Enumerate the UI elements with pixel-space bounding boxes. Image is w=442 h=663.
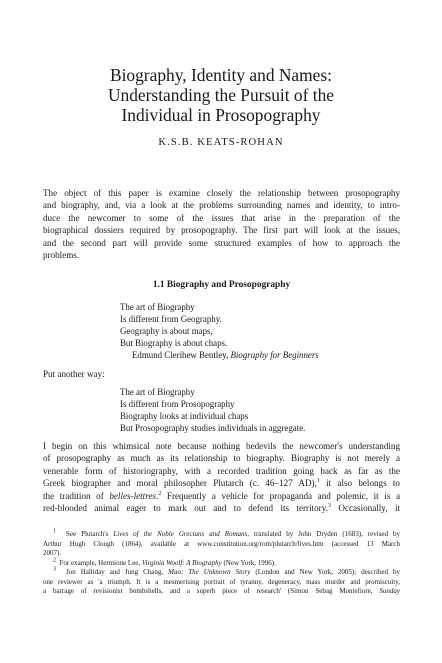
- verse-line: But Prosopography studies individuals in aggregate.: [120, 422, 306, 433]
- footnote-marker[interactable]: 1: [316, 478, 320, 485]
- verse-line: Is different from Geography.: [120, 313, 222, 324]
- transition-text: Put another way:: [43, 369, 105, 379]
- footnote-line: Arthur Hugh Clough (1864), available at www.constitution.org/rom/plutarch/lives.htm (accessed 13 March: [43, 539, 400, 548]
- text-line: The object of this paper is examine closely the relationship between prosopography: [43, 188, 400, 198]
- verse-line: Biography looks at individual chaps: [120, 410, 249, 421]
- chapter-title-line: Understanding the Pursuit of the: [107, 85, 335, 105]
- footnote-number: 1: [53, 528, 56, 535]
- body-paragraph: [43, 440, 400, 514]
- text-line: venerable form of historiography, with a recorded tradition going back as far as the: [43, 465, 400, 476]
- footnote-number: 2: [53, 557, 56, 564]
- footnote-marker[interactable]: 2: [158, 490, 162, 497]
- text-line: duce the newcomer to some of the issues that arise in the preparation of the: [43, 212, 400, 223]
- verse-line: The art of Biography: [120, 302, 195, 312]
- footnote-1: $^1$ See Plutarch's Lives of the Noble Grecians and Romans, translated by John Dryden (1683), revised by: [53, 528, 401, 538]
- attribution-author: Edmund Clerihew Bentley,: [132, 350, 231, 360]
- text-line: biographical dossiers required by prosopography. The first part will look at the issues,: [43, 225, 400, 236]
- footnote-marker[interactable]: 3: [327, 503, 331, 509]
- footnote-line: one reviewer as 'a triumph. It is a mesmerising portrait of tyranny, degeneracy, mass murder and promiscuity,: [43, 577, 400, 586]
- section-heading: 1.1 Biography and Prosopography: [152, 280, 291, 290]
- verse-line: But Biography is about chaps.: [120, 337, 228, 348]
- text-line: Greek biographer and moral philosopher Plutarch (c. 46–127 AD),$^1$ it also belongs to: [43, 478, 400, 489]
- footnote-3: $^3$ Jon Halliday and Jung Chang, Mao: The Unknown Story (London and New York, 2005); described by: [53, 566, 401, 576]
- verse-line: Is different from Prosopography: [120, 398, 235, 409]
- text-line: and biography, and, via a look at the problems surrounding names and identity, to intro-: [43, 200, 400, 211]
- abstract-paragraph: [43, 187, 400, 261]
- chapter-title: [40, 65, 402, 125]
- text-line: the tradition of belles-lettres.$^2$ Frequently a vehicle for propaganda and polemic, it is a: [43, 490, 400, 501]
- footnote-2: $^2$ For example, Hermione Lee, Virginia Woolf: A Biography (New York, 1996).: [53, 557, 276, 567]
- text-line: of prosopography as much as its relationship to biography. Biography is not merely a: [43, 453, 400, 464]
- verse-line: Geography is about maps,: [120, 325, 213, 336]
- attribution-book-title: Biography for Beginners: [230, 350, 319, 360]
- text-line: and the second part will provide some structured examples of how to approach the: [43, 237, 400, 248]
- chapter-title-line: Individual in Prosopography: [121, 105, 321, 125]
- verse-attribution: [132, 350, 319, 360]
- text-line: I begin on this whimsical note because nothing bedevils the newcomer's understanding: [43, 441, 400, 451]
- author-name: K.S.B. KEATS-ROHAN: [158, 137, 284, 148]
- verse-parody: [120, 387, 305, 435]
- verse-quotation: [120, 302, 227, 350]
- verse-line: The art of Biography: [120, 387, 195, 397]
- footnote-number: 3: [53, 566, 56, 573]
- footnote-line: 2007).: [43, 549, 62, 557]
- footnote-line: a barrage of revisionist bombshells, and a superb piece of research' (Simon Sebag Montefiore, Sunday: [43, 587, 400, 595]
- chapter-title-line: Biography, Identity and Names:: [109, 65, 332, 85]
- text-line: problems.: [43, 250, 80, 261]
- text-line: red-blooded animal eager to mark out and to defend its territory.$^3$ Occasionally, it: [43, 503, 400, 514]
- footnotes: [43, 530, 400, 597]
